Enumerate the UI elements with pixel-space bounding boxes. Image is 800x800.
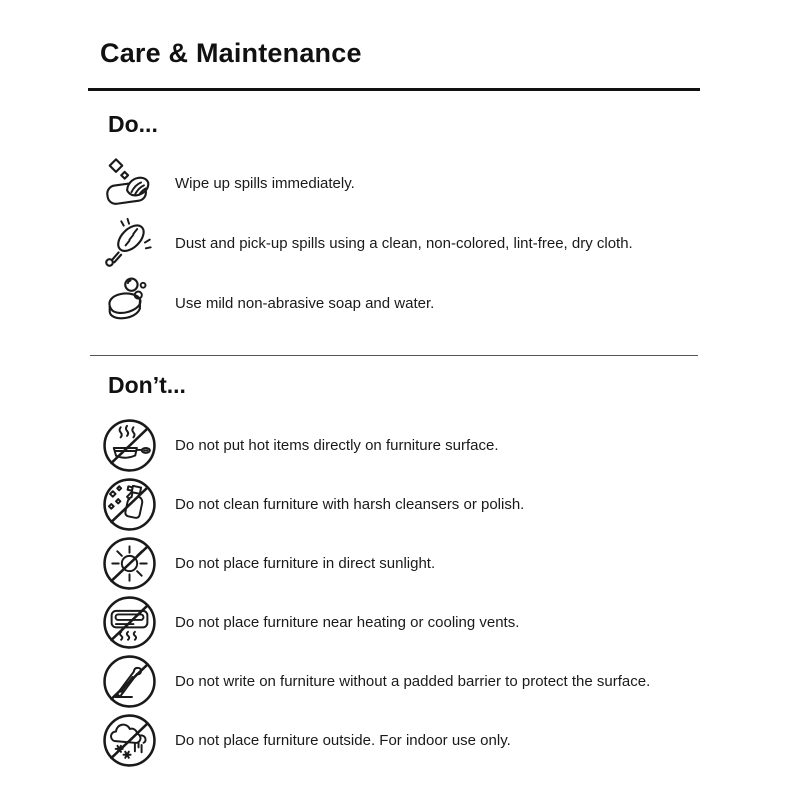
dont-item-sunlight: [100, 534, 700, 593]
do-section-heading: Do...: [108, 111, 158, 137]
dont-item-hot-items: [100, 416, 700, 475]
dont-item-outdoor: [100, 711, 700, 770]
do-item-text: Use mild non-abrasive soap and water.: [175, 294, 435, 312]
dont-item-text: Do not clean furniture with harsh cleansers or polish.: [175, 496, 525, 513]
no-outdoor-use-icon: [100, 713, 158, 769]
dont-item-vents: [100, 593, 700, 652]
dont-section-heading: Don’t...: [108, 372, 186, 398]
no-heating-vents-icon: [100, 595, 158, 651]
no-harsh-cleansers-icon: [100, 477, 158, 533]
dont-item-writing: [100, 652, 700, 711]
do-item-text: Wipe up spills immediately.: [175, 174, 355, 192]
no-writing-icon: [100, 654, 158, 710]
soap-bubbles-icon: [100, 275, 158, 331]
dont-item-text: Do not place furniture in direct sunlight.: [175, 555, 436, 572]
no-direct-sunlight-icon: [100, 536, 158, 592]
dont-item-text: Do not place furniture outside. For indoor use only.: [175, 732, 511, 749]
do-item-dust: [100, 213, 700, 273]
section-divider: [90, 355, 698, 356]
dont-item-text: Do not put hot items directly on furniture surface.: [175, 437, 499, 454]
wipe-hand-icon: [100, 155, 158, 211]
dont-item-text: Do not place furniture near heating or cooling vents.: [175, 614, 520, 631]
page-title: Care & Maintenance: [100, 38, 362, 68]
dont-item-text: Do not write on furniture without a padded barrier to protect the surface.: [175, 673, 651, 690]
no-hot-items-icon: [100, 418, 158, 474]
do-item-text: Dust and pick-up spills using a clean, non-colored, lint-free, dry cloth.: [175, 234, 633, 252]
title-rule: [88, 88, 700, 91]
do-item-soap: [100, 273, 700, 333]
feather-duster-icon: [100, 215, 158, 271]
do-item-wipe-spills: [100, 153, 700, 213]
dont-item-harsh-cleansers: [100, 475, 700, 534]
